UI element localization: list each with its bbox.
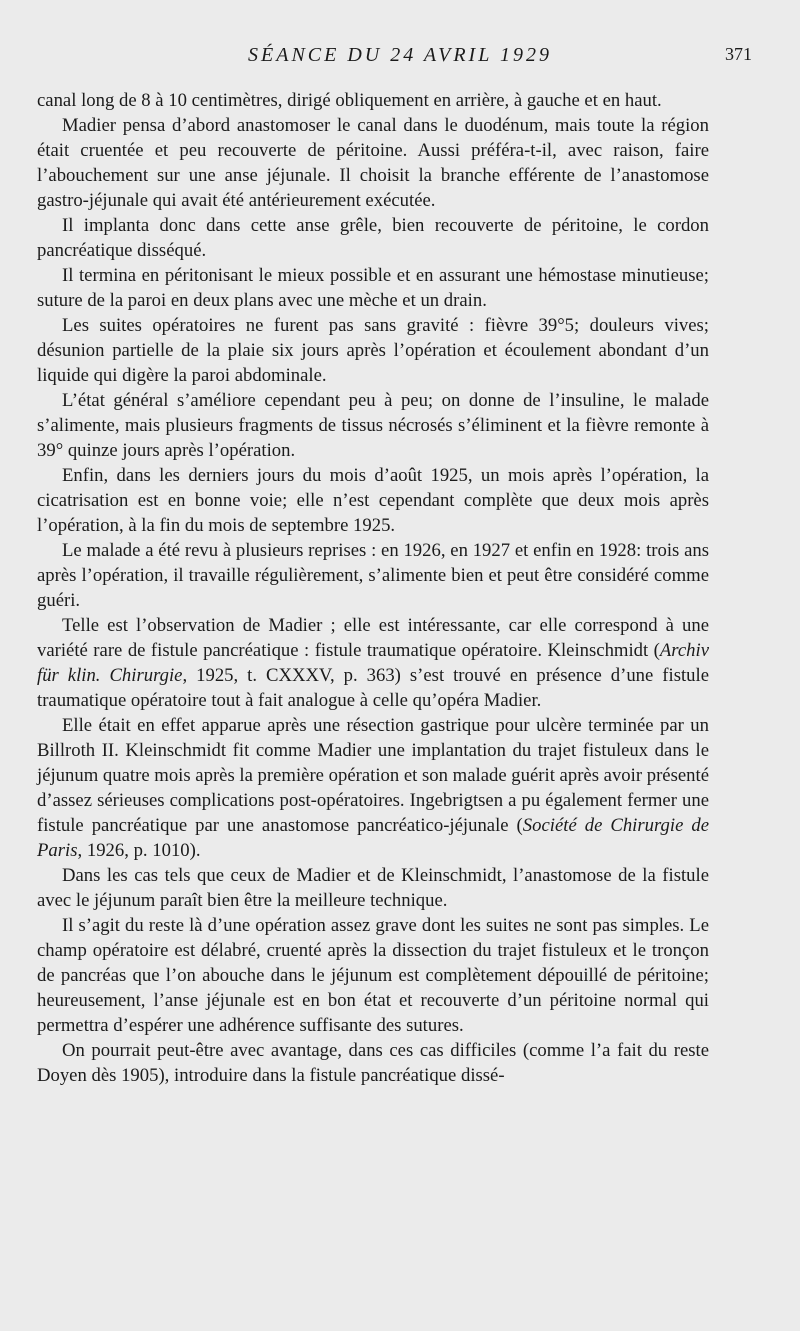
paragraph: Enfin, dans les derniers jours du mois d’août 1925, un mois après l’opération, la cicatrisation est en bonne voie; elle n’est cependant complète que deux mois après l’opération, à la fin du mois de septembre 1925. xyxy=(37,465,709,536)
paragraph: Il implanta donc dans cette anse grêle, bien recouverte de péritoine, le cordon pancréatique disséqué. xyxy=(37,215,709,261)
paragraph: L’état général s’améliore cependant peu à peu; on donne de l’insuline, le malade s’alimente, mais plusieurs fragments de tissus nécrosés s’éliminent et la fièvre remonte à 39° quinze jours après l’opération. xyxy=(37,390,709,461)
paragraph: Il termina en péritonisant le mieux possible et en assurant une hémostase minutieuse; suture de la paroi en deux plans avec une mèche et un drain. xyxy=(37,265,709,311)
page-header xyxy=(0,44,800,74)
paragraph xyxy=(37,613,709,713)
citation-title: Archiv für klin. Chirurgie xyxy=(37,640,709,686)
paragraph-text: , 1925, t. CXXXV, p. 363) s’est trouvé en présence d’une fistule traumatique opératoire tout à fait analogue à celle qu’opéra Madier. xyxy=(37,665,709,711)
page-number: 371 xyxy=(725,44,752,64)
running-title: SÉANCE DU 24 AVRIL 1929 xyxy=(248,44,552,66)
paragraph: Il s’agit du reste là d’une opération assez grave dont les suites ne sont pas simples. Le champ opératoire est délabré, cruenté après la dissection du trajet fistuleux et le tronçon de pancréas que l’on abouche dans le jéjunum est complètement dépouillé de péritoine; heureusement, l’anse jéjunale est en bon état et recouverte d’un péritoine normal qui permettra d’espérer une adhérence suffisante des sutures. xyxy=(37,915,709,1036)
paragraph: On pourrait peut-être avec avantage, dans ces cas difficiles (comme l’a fait du reste Doyen dès 1905), introduire dans la fistule pancréatique dissé- xyxy=(37,1040,709,1086)
paragraph: canal long de 8 à 10 centimètres, dirigé obliquement en arrière, à gauche et en haut. xyxy=(37,90,662,111)
paragraph-text: Telle est l’observation de Madier ; elle est intéressante, car elle correspond à une variété rare de fistule pancréatique : fistule traumatique opératoire. Kleinschmidt ( xyxy=(37,615,709,661)
paragraph: Madier pensa d’abord anastomoser le canal dans le duodénum, mais toute la région était cruentée et peu recouverte de péritoine. Aussi préféra-t-il, avec raison, faire l’abouchement sur une anse jéjunale. Il choisit la branche efférente de l’anastomose gastro-jéjunale qui avait été antérieurement exécutée. xyxy=(37,115,709,211)
paragraph-text: , 1926, p. 1010). xyxy=(77,840,201,861)
paragraph xyxy=(37,713,709,863)
citation-title: Société de Chirurgie de Paris xyxy=(37,815,709,861)
paragraph: Dans les cas tels que ceux de Madier et de Kleinschmidt, l’anastomose de la fistule avec le jéjunum paraît bien être la meilleure technique. xyxy=(37,865,709,911)
body-text xyxy=(37,88,709,1088)
paragraph-text: Elle était en effet apparue après une résection gastrique pour ulcère terminée par un Billroth II. Kleinschmidt fit comme Madier une implantation du trajet fistuleux dans le jéjunum quatre mois après la première opération et son malade guérit après avoir présenté d’assez sérieuses complications post-opératoires. Ingebrigtsen a pu également fermer une fistule pancréatique par une anastomose pancréatico-jéjunale ( xyxy=(37,715,709,836)
paragraph: Le malade a été revu à plusieurs reprises : en 1926, en 1927 et enfin en 1928: trois ans après l’opération, il travaille régulièrement, s’alimente bien et peut être considéré comme guéri. xyxy=(37,540,709,611)
paragraph: Les suites opératoires ne furent pas sans gravité : fièvre 39°5; douleurs vives; désunion partielle de la plaie six jours après l’opération et écoulement abondant d’un liquide qui digère la paroi abdominale. xyxy=(37,315,709,386)
